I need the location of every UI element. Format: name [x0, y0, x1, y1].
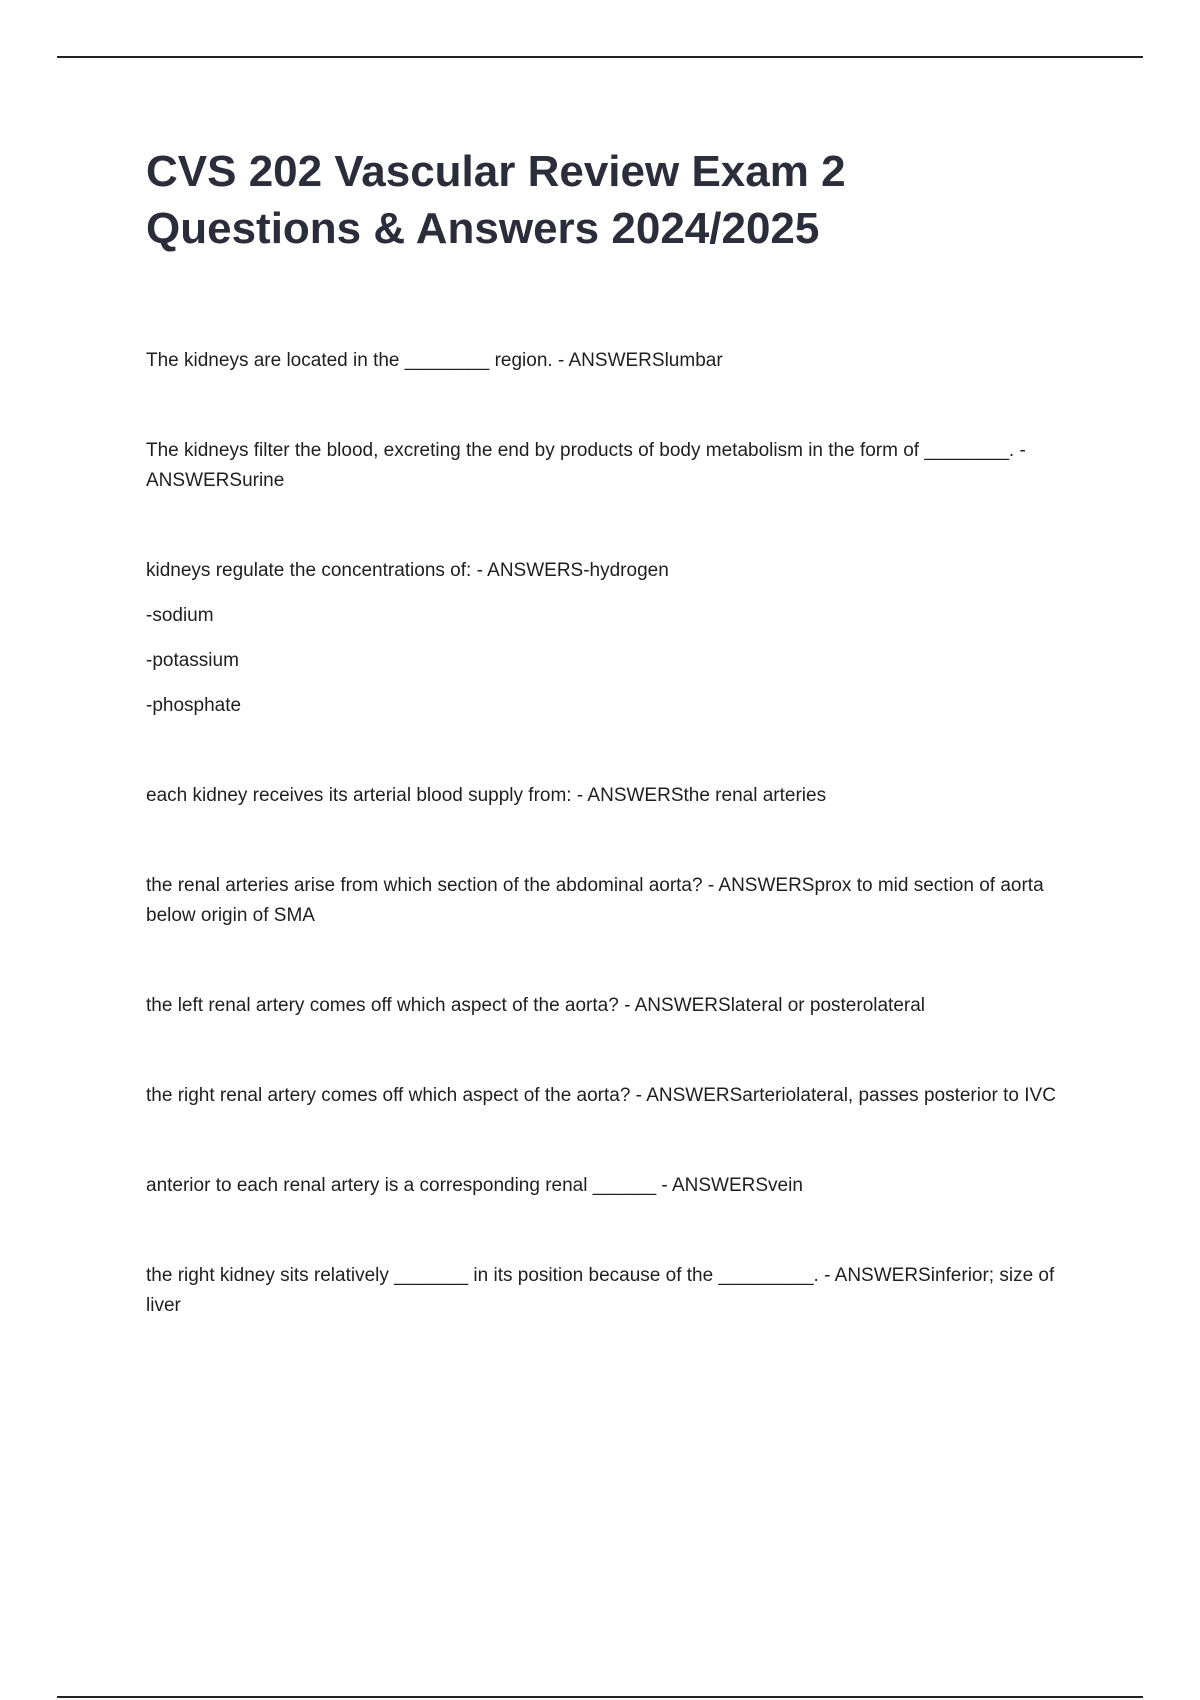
qa-list-entry: -potassium [146, 650, 239, 671]
qa-item [146, 1171, 1086, 1201]
qa-text: The kidneys are located in the ________ region. - ANSWERSlumbar [146, 350, 723, 371]
qa-text: anterior to each renal artery is a corresponding renal ______ - ANSWERSvein [146, 1175, 803, 1196]
qa-item [146, 1261, 1086, 1321]
qa-item [146, 346, 1086, 376]
qa-list-entry: -sodium [146, 605, 214, 626]
page-title [146, 143, 1106, 257]
qa-item [146, 781, 1086, 811]
qa-text: each kidney receives its arterial blood supply from: - ANSWERSthe renal arteries [146, 785, 827, 806]
qa-item [146, 436, 1086, 496]
top-rule [57, 56, 1143, 58]
qa-item [146, 556, 1086, 721]
qa-text: The kidneys filter the blood, excreting the end by products of body metabolism in the form of ________. - ANSWERSurine [146, 440, 1026, 491]
qa-text: kidneys regulate the concentrations of: - ANSWERS-hydrogen [146, 560, 669, 581]
bottom-rule [57, 1696, 1143, 1698]
qa-text: the left renal artery comes off which aspect of the aorta? - ANSWERSlateral or posterolateral [146, 995, 926, 1016]
qa-text: the right kidney sits relatively _______ in its position because of the _________. - ANSWERSinferior; size of liver [146, 1265, 1055, 1316]
qa-item [146, 1081, 1086, 1111]
qa-item [146, 871, 1086, 931]
qa-list [146, 346, 1086, 1381]
qa-list-entry: -phosphate [146, 695, 242, 716]
qa-item [146, 991, 1086, 1021]
qa-text: the right renal artery comes off which aspect of the aorta? - ANSWERSarteriolateral, passes posterior to IVC [146, 1085, 1056, 1106]
title-line-2: Questions & Answers 2024/2025 [146, 204, 820, 253]
qa-text: the renal arteries arise from which section of the abdominal aorta? - ANSWERSprox to mid section of aorta below origin of SMA [146, 875, 1044, 926]
title-line-1: CVS 202 Vascular Review Exam 2 [146, 147, 846, 196]
